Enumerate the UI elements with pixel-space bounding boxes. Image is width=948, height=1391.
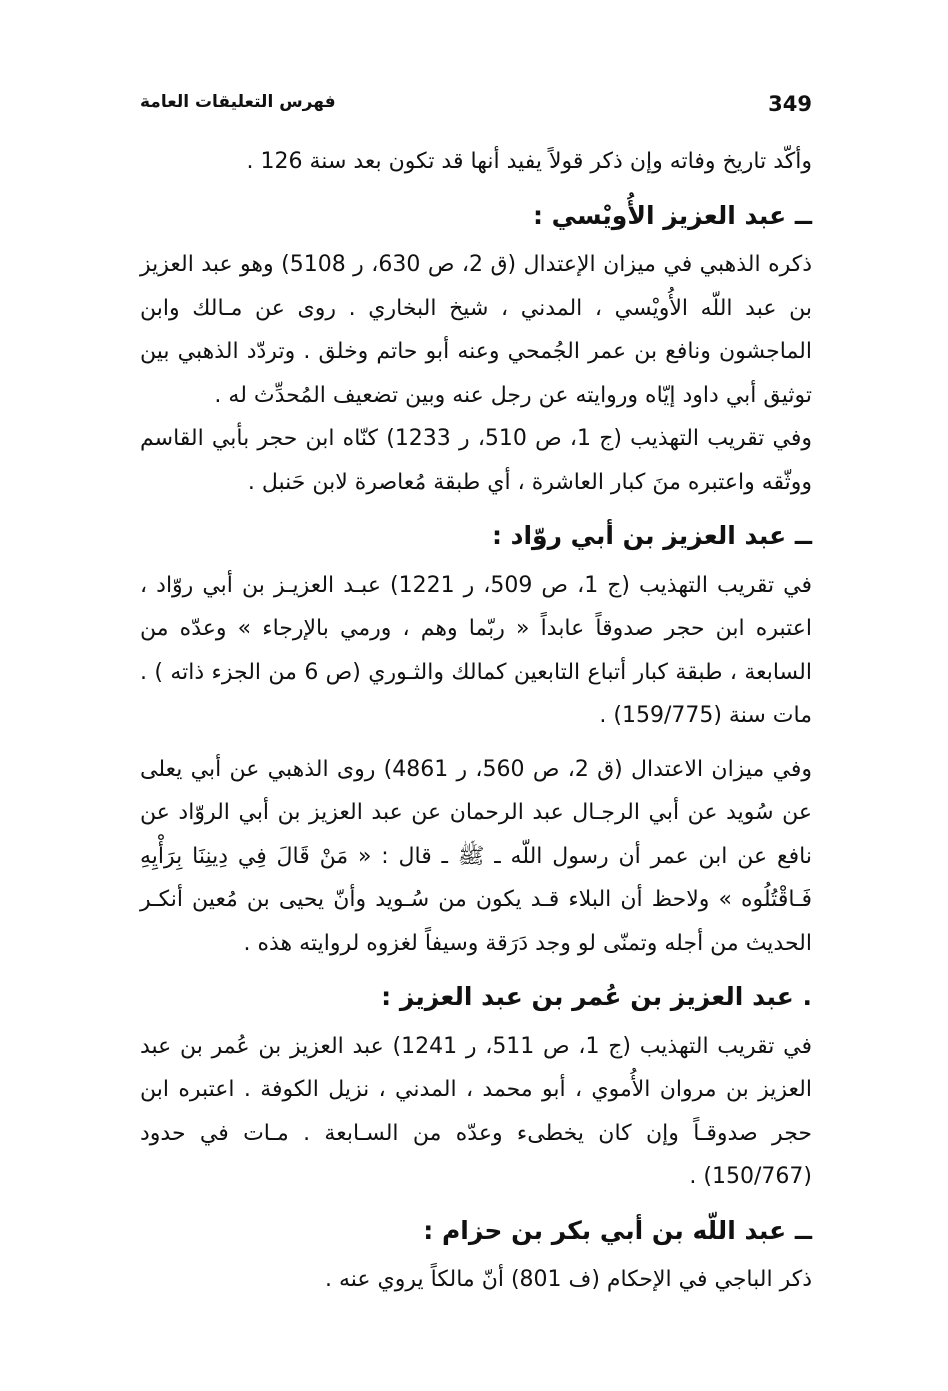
intro-line: وأكّد تاريخ وفاته وإن ذكر قولاً يفيد أنها قد تكون بعد سنة 126 . xyxy=(246,149,812,174)
page-body xyxy=(140,140,812,1302)
entry-heading-owaisi: ــ عبد العزيز الأُويْسي : xyxy=(532,200,812,230)
page-header xyxy=(140,92,812,126)
entry-paragraph: وفي تقريب التهذيب (ج 1، ص 510، ر 1233) كنّاه ابن حجر بأبي القاسم ووثّقه واعتبره منَ كبار العاشرة ، أي طبقة مُعاصرة لابن حَنبل . xyxy=(140,426,813,495)
entry-paragraph: ذكره الذهبي في ميزان الإعتدال (ق 2، ص 630، ر 5108) وهو عبد العزيز بن عبد اللّه الأُويْسي ، المدني ، شيخ البخاري . روى عن مـالك وابن الماجشون ونافع بن عمر الجُمحي وعنه أبو حاتم وخلق . وتردّد الذهبي بين توثيق أبي داود إيّاه وروايته عن رجل عنه وبين تضعيف المُحدِّث له . xyxy=(140,252,813,408)
page-number: 349 xyxy=(768,92,812,116)
entry-paragraph: وفي ميزان الاعتدال (ق 2، ص 560، ر 4861) روى الذهبي عن أبي يعلى عن سُويد عن أبي الرجـال عبد الرحمان عن عبد العزيز بن أبي الروّاد عن نافع عن ابن عمر أن رسول اللّه ـ ﷺ ـ قال : « مَنْ قَالَ فِي دِينِنَا بِرَأْيِهِ فَـاقْتُلُوه » ولاحظ أن البلاء قـد يكون من سُـويد وأنّ يحيى بن مُعين أنكـر الحديث من أجله وتمنّى لو وجد دَرَقة وسيفاً لغزوه لروايته هذه . xyxy=(140,756,813,956)
entry-paragraph: في تقريب التهذيب (ج 1، ص 511، ر 1241) عبد العزيز بن عُمر بن عبد العزيز بن مروان الأُموي ، أبو محمد ، المدني ، نزيل الكوفة . اعتبره ابن حجر صدوقـاً وإن كان يخطىء وعدّه من السـابعة . مـات في حدود (150/767) . xyxy=(140,1033,812,1189)
running-title: فهرس التعليقات العامة xyxy=(140,92,336,112)
entry-heading-ibn-abi-rawwad: ــ عبد العزيز بن أبي روّاد : xyxy=(491,521,812,550)
entry-paragraph: ذكر الباجي في الإحكام (ف 801) أنّ مالكاً يروي عنه . xyxy=(325,1267,812,1292)
entry-heading-ibn-hazm: ــ عبد اللّه بن أبي بكر بن حزام : xyxy=(423,1215,812,1245)
entry-paragraph: في تقريب التهذيب (ج 1، ص 509، ر 1221) عبـد العزيـز بن أبي روّاد ، اعتبره ابن حجر صدوقاً عابداً « ربّما وهم ، ورمي بالإرجاء » وعدّه من السابعة ، طبقة كبار أتباع التابعين كمالك والثـوري (ص 6 من الجزء ذاته ) . مات سنة (159/775) . xyxy=(140,572,813,728)
entry-heading-ibn-umar: . عبد العزيز بن عُمر بن عبد العزيز : xyxy=(381,982,812,1011)
